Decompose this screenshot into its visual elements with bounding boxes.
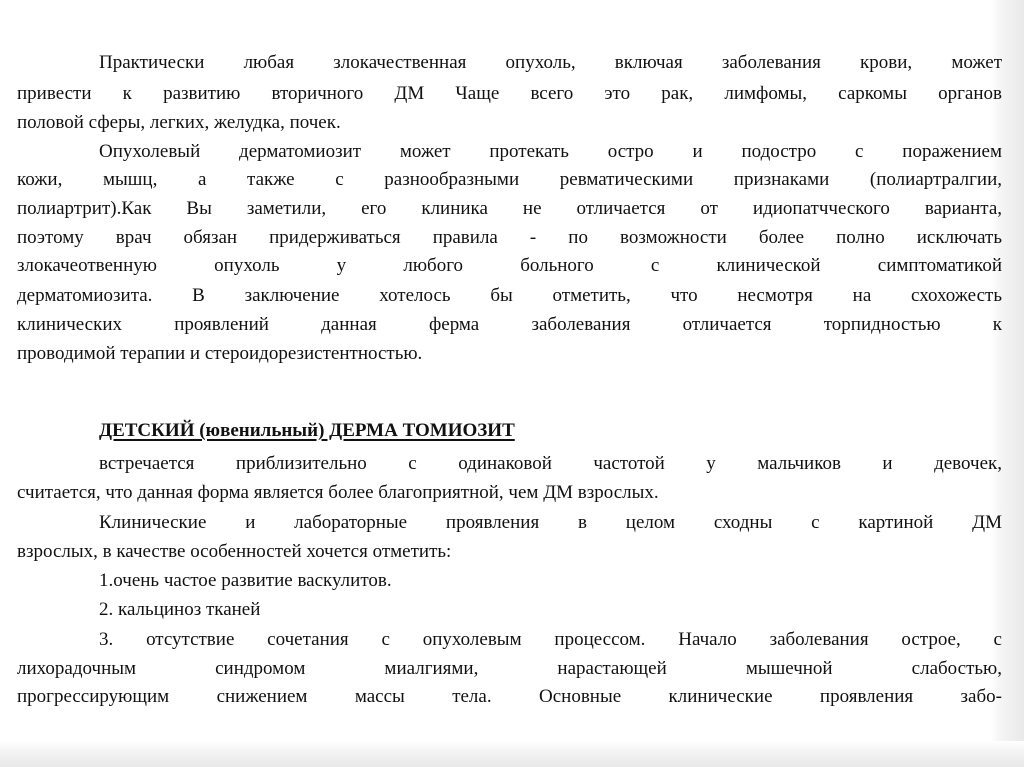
- para4-line-2: взрослых, в качестве особенностей хочется отметить:: [17, 541, 452, 562]
- list-item-3-line-2: лихорадочным синдромом миалгиями, нарастающей мышечной слабостью,: [17, 658, 1002, 679]
- para1-line-3: половой сферы, легких, желудка, почек.: [17, 112, 341, 133]
- list-item-3-line-1: 3. отсутствие сочетания с опухолевым процессом. Начало заболевания острое, с: [99, 629, 1002, 650]
- para1-line-2: привести к развитию вторичного ДМ Чаще всего это рак, лимфомы, саркомы органов: [17, 83, 1002, 104]
- list-item-3-line-3: прогрессирующим снижением массы тела. Основные клинические проявления забо-: [17, 686, 1002, 707]
- para1-line-1: Практически любая злокачественная опухоль, включая заболевания крови, может: [99, 52, 1002, 73]
- para2-line-1: Опухолевый дерматомиозит может протекать остро и подостро с поражением: [99, 141, 1002, 162]
- para2-line-8: проводимой терапии и стероидорезистентностью.: [17, 343, 423, 364]
- para2-line-5: злокачеотвенную опухоль у любого больного с клинической симптоматикой: [17, 255, 1002, 276]
- para2-line-4: поэтому врач обязан придерживаться правила - по возможности более полно исключать: [17, 227, 1002, 248]
- para2-line-7: клинических проявлений данная ферма заболевания отличается торпидностью к: [17, 314, 1002, 335]
- para2-line-2: кожи, мышц, а также с разнообразными ревматическими признаками (полиартралгии,: [17, 169, 1002, 190]
- para2-line-6: дерматомиозита. В заключение хотелось бы отметить, что несмотря на схохожесть: [17, 285, 1002, 306]
- para4-line-1: Клинические и лабораторные проявления в целом сходны с картиной ДМ: [99, 512, 1002, 533]
- para3-line-1: встречается приблизительно с одинаковой частотой у мальчиков и девочек,: [99, 453, 1002, 474]
- list-item-1: 1.очень частое развитие васкулитов.: [99, 570, 392, 591]
- para2-line-3: полиартрит).Как Вы заметили, его клиника не отличается от идиопатчческого варианта,: [17, 198, 1002, 219]
- section-heading: ДЕТСКИЙ (ювенильный) ДЕРМА ТОМИОЗИТ: [99, 420, 515, 441]
- list-item-2: 2. кальциноз тканей: [99, 599, 261, 620]
- para3-line-2: считается, что данная форма является более благоприятной, чем ДМ взрослых.: [17, 482, 659, 503]
